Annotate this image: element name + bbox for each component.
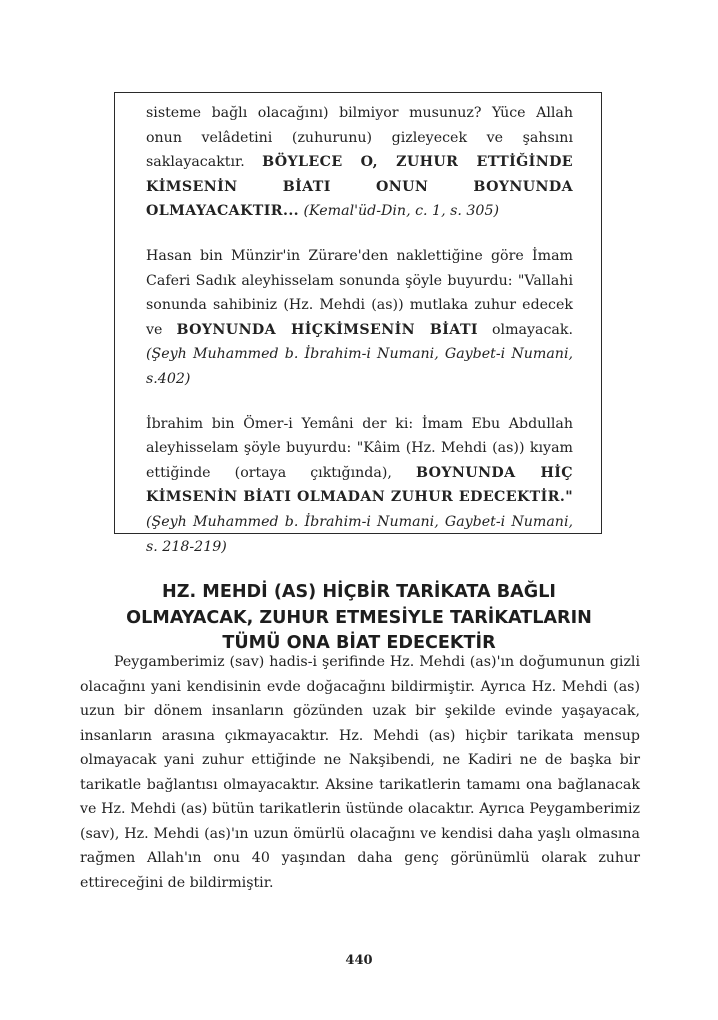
section-heading: [90, 580, 628, 657]
quote-text: Hasan bin Münzir'in Zürare'den naklettiğine göre İmam Caferi Sadık aleyhisselam sonunda şöyle buyurdu: "Vallahi sonunda sahibiniz (Hz. Mehdi (as)) mutlaka zuhur edecek ve: [146, 247, 573, 338]
quote-citation: (Şeyh Muhammed b. İbrahim-i Numani, Gaybet-i Numani, s.402): [146, 346, 573, 387]
quote-text: sisteme bağlı olacağını) bilmiyor musunuz? Yüce Allah onun velâdetini (zuhurunu) gizleyecek ve şahsını saklayacaktır.: [146, 105, 573, 171]
quote-paragraph-2: [146, 244, 573, 392]
quote-bold-text: BÖYLECE O, ZUHUR ETTİĞİNDE KİMSENİN BİATI ONUN BOYNUNDA OLMAYACAKTIR...: [146, 154, 573, 220]
body-paragraph: Peygamberimiz (sav) hadis-i şerifinde Hz. Mehdi (as)'ın doğumunun gizli olacağını yani kendisinin evde doğacağını bildirmiştir. Ayrıca Hz. Mehdi (as) uzun bir dönem insanların gözünden uzak bir şekilde evinde yaşayacak, insanların arasına çıkmayacaktır. Hz. Mehdi (as) hiçbir tarikata mensup olmayacak yani zuhur ettiğinde ne Nakşibendi, ne Kadiri ne de başka bir tarikatle bağlantısı olmayacaktır. Aksine tarikatlerin tamamı ona bağlanacak ve Hz. Mehdi (as) bütün tarikatlerin üstünde olacaktır. Ayrıca Peygamberimiz (sav), Hz. Mehdi (as)'ın uzun ömürlü olacağını ve kendisi daha yaşlı olmasına rağmen Allah'ın onu 40 yaşından daha genç görünümlü olarak zuhur ettireceğini de bildirmiştir.: [80, 654, 640, 891]
heading-line: OLMAYACAK, ZUHUR ETMESİYLE TARİKATLARIN: [126, 607, 592, 628]
quote-box: [114, 92, 602, 555]
quote-text: İbrahim bin Ömer-i Yemâni der ki: İmam Ebu Abdullah aleyhisselam şöyle buyurdu: "Kâim (Hz. Mehdi (as)) kıyam ettiğinde (ortaya çıktığında),: [146, 415, 573, 481]
heading-line: TÜMÜ ONA BİAT EDECEKTİR: [222, 633, 496, 653]
page-number: 440: [345, 953, 373, 968]
quote-paragraph-3: [146, 412, 573, 560]
quote-paragraph-1: [146, 101, 573, 224]
quote-bold-text: BOYNUNDA HİÇ KİMSENİN BİATI OLMADAN ZUHUR EDECEKTİR.": [146, 464, 573, 506]
heading-line: HZ. MEHDİ (AS) HİÇBİR TARİKATA BAĞLI: [162, 582, 556, 602]
quote-citation: (Kemal'üd-Din, c. 1, s. 305): [299, 203, 500, 220]
quote-bold-text: BOYNUNDA HİÇKİMSENİN BİATI: [176, 321, 478, 338]
quote-citation: (Şeyh Muhammed b. İbrahim-i Numani, Gaybet-i Numani, s. 218-219): [146, 513, 573, 555]
quote-text-continued: olmayacak.: [477, 321, 573, 338]
